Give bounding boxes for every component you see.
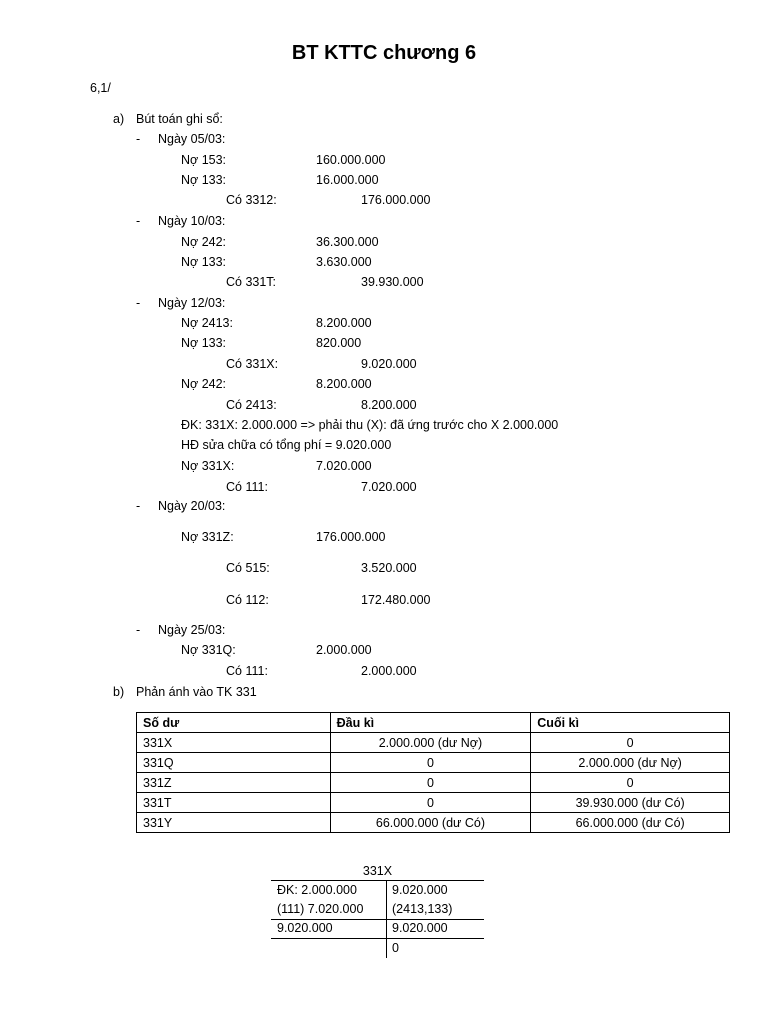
table-cell: 0: [531, 733, 730, 753]
t-account-debit-entry: (111) 7.020.000: [277, 902, 364, 916]
table-row: [137, 733, 730, 753]
table-cell: 66.000.000 (dư Có): [330, 813, 531, 833]
credit-account: Có 331X:: [226, 357, 279, 371]
table-cell: 2.000.000 (dư Nợ): [330, 733, 531, 753]
credit-amount: 8.200.000: [361, 398, 417, 412]
debit-account: Nợ 331Q:: [181, 643, 236, 657]
debit-amount: 7.020.000: [316, 459, 372, 473]
debit-account: Nợ 2413:: [181, 316, 233, 330]
t-account-ending-balance: 0: [392, 941, 399, 955]
credit-amount: 3.520.000: [361, 561, 417, 575]
debit-amount: 16.000.000: [316, 173, 379, 187]
table-row: [137, 753, 730, 773]
t-account-credit-entry: (2413,133): [392, 902, 453, 916]
t-account-top-rule: [271, 880, 484, 881]
debit-amount: 820.000: [316, 336, 362, 350]
part-b-marker: b): [113, 685, 125, 699]
debit-account: Nợ 133:: [181, 255, 227, 269]
entry-date: Ngày 10/03:: [158, 214, 226, 228]
entry-note: HĐ sửa chữa có tổng phí = 9.020.000: [181, 438, 392, 452]
credit-account: Có 515:: [226, 561, 270, 575]
debit-account: Nợ 133:: [181, 173, 227, 187]
credit-account: Có 112:: [226, 593, 269, 607]
table-row: [137, 793, 730, 813]
credit-account: Có 3312:: [226, 193, 277, 207]
table-cell: 331X: [137, 733, 331, 753]
table-row: [137, 813, 730, 833]
table-cell: 0: [330, 793, 531, 813]
debit-amount: 8.200.000: [316, 316, 372, 330]
credit-account: Có 111:: [226, 480, 268, 494]
t-account-total-rule: [271, 938, 484, 939]
t-account-debit-entry: ĐK: 2.000.000: [277, 883, 357, 897]
t-account-title: 331X: [362, 864, 393, 878]
bullet-dash: -: [136, 214, 141, 228]
entry-date: Ngày 20/03:: [158, 499, 226, 513]
credit-amount: 7.020.000: [361, 480, 417, 494]
bullet-dash: -: [136, 623, 141, 637]
debit-account: Nợ 153:: [181, 153, 227, 167]
table-cell: 331Y: [137, 813, 331, 833]
debit-account: Nợ 242:: [181, 377, 227, 391]
credit-amount: 2.000.000: [361, 664, 417, 678]
entry-note: ĐK: 331X: 2.000.000 => phải thu (X): đã ứng trước cho X 2.000.000: [181, 418, 559, 432]
credit-amount: 39.930.000: [361, 275, 424, 289]
debit-amount: 8.200.000: [316, 377, 372, 391]
debit-amount: 2.000.000: [316, 643, 372, 657]
exercise-number: 6,1/: [90, 81, 111, 95]
table-cell: 331Z: [137, 773, 331, 793]
column-header: Đầu kì: [330, 713, 531, 733]
debit-account: Nợ 133:: [181, 336, 227, 350]
t-account-credit-entry: 9.020.000: [392, 883, 448, 897]
t-account-credit-total: 9.020.000: [392, 921, 448, 935]
part-b-heading: Phản ánh vào TK 331: [136, 685, 257, 699]
table-row: [137, 773, 730, 793]
debit-amount: 160.000.000: [316, 153, 386, 167]
column-header: Cuối kì: [531, 713, 730, 733]
credit-account: Có 2413:: [226, 398, 277, 412]
part-a-marker: a): [113, 112, 125, 126]
document-title: BT KTTC chương 6: [291, 42, 477, 64]
credit-amount: 9.020.000: [361, 357, 417, 371]
balance-table: [136, 712, 730, 833]
table-cell: 0: [531, 773, 730, 793]
bullet-dash: -: [136, 296, 141, 310]
table-cell: 0: [330, 753, 531, 773]
debit-account: Nợ 331X:: [181, 459, 235, 473]
credit-amount: 176.000.000: [361, 193, 431, 207]
t-account-debit-total: 9.020.000: [277, 921, 333, 935]
table-cell: 39.930.000 (dư Có): [531, 793, 730, 813]
debit-amount: 176.000.000: [316, 530, 386, 544]
part-a-heading: Bút toán ghi sổ:: [136, 112, 223, 126]
debit-amount: 3.630.000: [316, 255, 372, 269]
table-cell: 331Q: [137, 753, 331, 773]
bullet-dash: -: [136, 499, 141, 513]
credit-amount: 172.480.000: [361, 593, 431, 607]
table-header-row: [137, 713, 730, 733]
entry-date: Ngày 12/03:: [158, 296, 226, 310]
entry-date: Ngày 25/03:: [158, 623, 226, 637]
table-cell: 0: [330, 773, 531, 793]
bullet-dash: -: [136, 132, 141, 146]
table-cell: 2.000.000 (dư Nợ): [531, 753, 730, 773]
credit-account: Có 331T:: [226, 275, 277, 289]
table-cell: 331T: [137, 793, 331, 813]
debit-account: Nợ 331Z:: [181, 530, 234, 544]
debit-amount: 36.300.000: [316, 235, 379, 249]
column-header: Số dư: [137, 713, 331, 733]
debit-account: Nợ 242:: [181, 235, 227, 249]
credit-account: Có 111:: [226, 664, 268, 678]
table-cell: 66.000.000 (dư Có): [531, 813, 730, 833]
entry-date: Ngày 05/03:: [158, 132, 226, 146]
